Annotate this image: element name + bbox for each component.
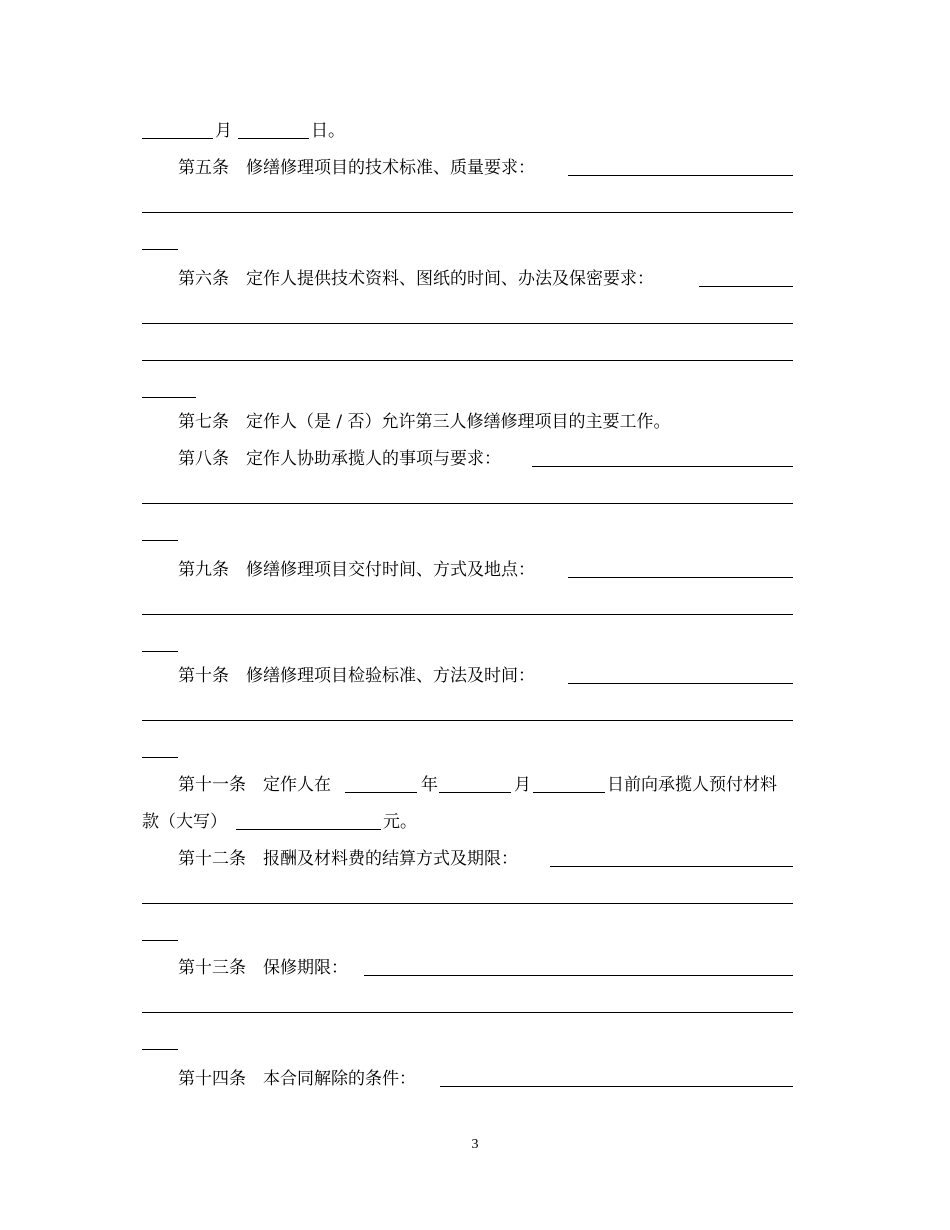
blank-fill-field: [142, 1049, 178, 1050]
blank-fill-field: [364, 975, 793, 976]
blank-fill-field: [440, 1086, 793, 1087]
day-char: 日。: [311, 121, 345, 141]
continuation-line: [142, 483, 793, 509]
clause-8-text: 第八条 定作人协助承揽人的事项与要求：: [178, 449, 501, 469]
blank-fill-field: [142, 940, 178, 941]
blank-day-field: [533, 792, 605, 793]
clause-5-text: 第五条 修缮修理项目的技术标准、质量要求：: [178, 158, 535, 178]
continuation-line: [142, 303, 793, 329]
continuation-line: [142, 631, 793, 657]
clause-11-continued: [142, 809, 793, 835]
clause-9: [142, 557, 793, 583]
blank-fill-field: [142, 397, 196, 398]
continuation-line: [142, 1029, 793, 1055]
blank-fill-field: [142, 503, 793, 504]
blank-fill-field: [699, 286, 793, 287]
year-char: 年: [421, 775, 438, 795]
clause-12-text: 第十二条 报酬及材料费的结算方式及期限：: [178, 849, 518, 869]
blank-fill-field: [142, 757, 178, 758]
continuation-line: [142, 377, 793, 403]
blank-fill-field: [142, 651, 178, 652]
blank-fill-field: [568, 577, 793, 578]
clause-5: [142, 155, 793, 181]
blank-month-field: [439, 792, 511, 793]
clause-13-text: 第十三条 保修期限：: [178, 958, 348, 978]
blank-fill-field: [142, 540, 178, 541]
continuation-line: [142, 340, 793, 366]
clause-10-text: 第十条 修缮修理项目检验标准、方法及时间：: [178, 666, 535, 686]
blank-fill-field: [142, 360, 793, 361]
blank-fill-field: [142, 720, 793, 721]
blank-fill-field: [142, 212, 793, 213]
clause-11-text-b: 日前向承揽人预付材料: [607, 775, 777, 795]
blank-fill-field: [142, 903, 793, 904]
blank-fill-field: [142, 249, 178, 250]
continuation-line: [142, 737, 793, 763]
clause-8: [142, 446, 793, 472]
blank-fill-field: [568, 175, 793, 176]
clause-9-text: 第九条 修缮修理项目交付时间、方式及地点：: [178, 560, 535, 580]
continuation-line: [142, 229, 793, 255]
blank-day-field: [238, 138, 309, 139]
continuation-line: [142, 920, 793, 946]
continuation-line: [142, 992, 793, 1018]
month-char: 月: [215, 121, 232, 141]
clause-11: [142, 772, 793, 798]
clause-11-text-c: 款（大写）: [142, 812, 227, 832]
page-number: 3: [471, 1137, 479, 1152]
blank-day-field: [142, 138, 213, 139]
clause-10: [142, 663, 793, 689]
continuation-line: [142, 594, 793, 620]
month-char: 月: [514, 775, 531, 795]
blank-amount-field: [236, 829, 381, 830]
clause-12: [142, 846, 793, 872]
clause-11-text-a: 第十一条 定作人在: [178, 775, 331, 795]
date-line: [142, 118, 793, 144]
clause-7: [142, 409, 793, 435]
clause-14-text: 第十四条 本合同解除的条件：: [178, 1069, 416, 1089]
clause-7-text: 第七条 定作人（是 / 否）允许第三人修缮修理项目的主要工作。: [178, 412, 671, 432]
blank-fill-field: [142, 323, 793, 324]
blank-year-field: [345, 792, 417, 793]
blank-fill-field: [532, 466, 793, 467]
clause-11-text-d: 元。: [383, 812, 417, 832]
blank-fill-field: [550, 866, 793, 867]
clause-14: [142, 1066, 793, 1092]
continuation-line: [142, 192, 793, 218]
clause-6-text: 第六条 定作人提供技术资料、图纸的时间、办法及保密要求：: [178, 269, 654, 289]
blank-fill-field: [142, 614, 793, 615]
clause-13: [142, 955, 793, 981]
continuation-line: [142, 700, 793, 726]
blank-fill-field: [568, 683, 793, 684]
continuation-line: [142, 520, 793, 546]
clause-6: [142, 266, 793, 292]
blank-fill-field: [142, 1012, 793, 1013]
continuation-line: [142, 883, 793, 909]
